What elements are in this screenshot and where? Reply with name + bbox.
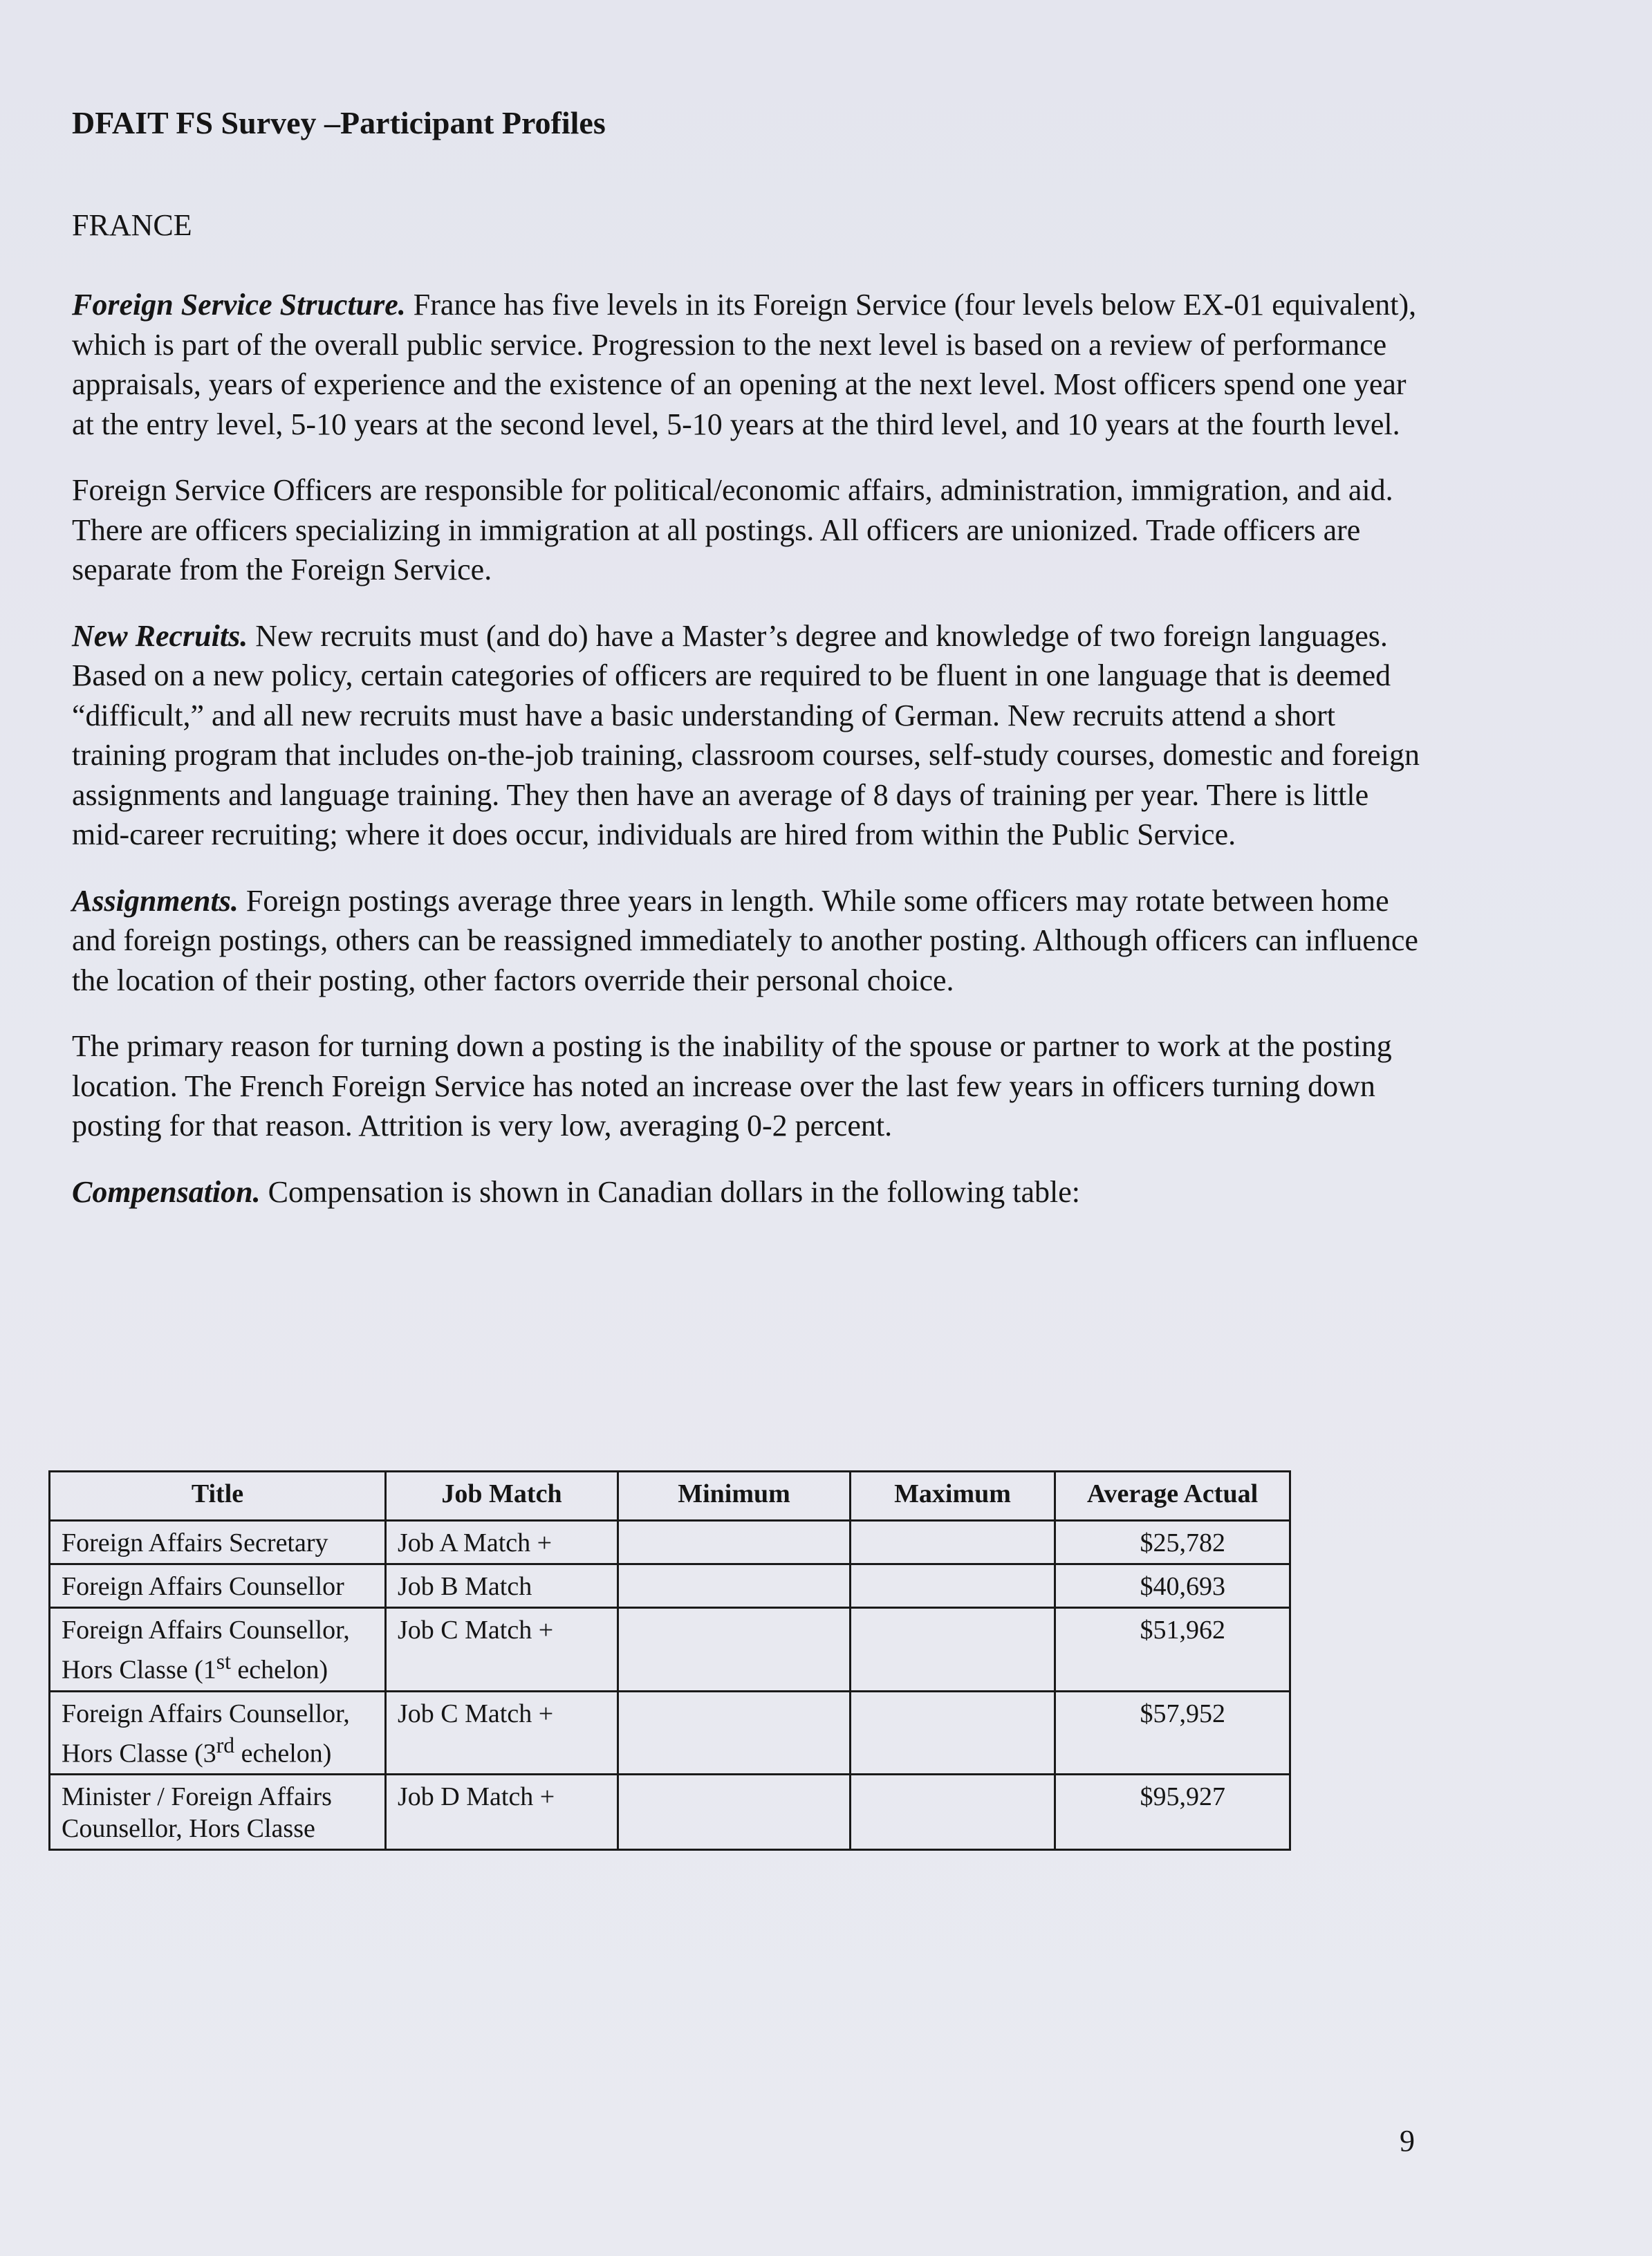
section-turning-down [72,1026,1427,1146]
header-maximum: Maximum [851,1472,1055,1521]
cell-minimum [618,1564,851,1608]
cell-job-match: Job D Match + [386,1775,618,1850]
section-officers [72,470,1427,590]
cell-title [50,1521,386,1564]
header-title: Title [50,1472,386,1521]
table-row [50,1564,1290,1608]
section-assignments [72,881,1427,1001]
cell-job-match: Job A Match + [386,1521,618,1564]
section-compensation [72,1172,1427,1212]
cell-maximum [851,1564,1055,1608]
cell-average-actual: $95,927 [1055,1775,1290,1850]
title-text: Minister / Foreign Affairs Counsellor, Hors Classe [62,1782,332,1844]
cell-maximum [851,1521,1055,1564]
country-heading: FRANCE [72,208,192,242]
cell-average-actual: $40,693 [1055,1564,1290,1608]
cell-title [50,1775,386,1850]
header-job-match: Job Match [386,1472,618,1521]
compensation-table [48,1470,1291,1851]
section-text: New recruits must (and do) have a Master’s degree and knowledge of two foreign languages. Based on a new policy, certain categories of officers are required to be fluent in one language that is deemed “difficult,” and all new recruits must have a basic understanding of German. New recruits attend a short training program that includes on-the-job training, classroom courses, self-study courses, domestic and foreign assignments and language training. They then have an average of 8 days of training per year. There is little mid-career recruiting; where it does occur, individuals are hired from within the Public Service. [72,618,1420,851]
page-content [72,104,1427,1238]
section-text: France has five levels in its Foreign Service (four levels below EX-01 equivalent), which is part of the overall public service. Progression to the next level is based on a review of performance appraisals, years of experience and the existence of an opening at the next level. Most officers spend one year at the entry level, 5-10 years at the second level, 5-10 years at the third level, and 10 years at the fourth level. [72,288,1417,441]
cell-average-actual: $25,782 [1055,1521,1290,1564]
section-lead: New Recruits. [72,618,248,653]
cell-maximum [851,1608,1055,1692]
header-minimum: Minimum [618,1472,851,1521]
table-header-row [50,1472,1290,1521]
page-title: DFAIT FS Survey –Participant Profiles [72,105,606,140]
section-lead: Compensation. [72,1174,261,1209]
ordinal-suffix: st [216,1649,231,1674]
cell-title [50,1608,386,1692]
cell-maximum [851,1691,1055,1775]
table-row [50,1608,1290,1692]
section-lead: Foreign Service Structure. [72,288,406,322]
page-number: 9 [1400,2124,1415,2158]
title-text: Foreign Affairs Counsellor, Hors Classe (3 [62,1699,350,1768]
cell-job-match: Job B Match [386,1564,618,1608]
section-text: Compensation is shown in Canadian dollars in the following table: [260,1174,1081,1209]
cell-job-match: Job C Match + [386,1691,618,1775]
cell-title [50,1691,386,1775]
title-text-after: echelon) [230,1655,328,1685]
cell-minimum [618,1608,851,1692]
table-row [50,1691,1290,1775]
cell-job-match: Job C Match + [386,1608,618,1692]
table-row [50,1775,1290,1850]
cell-maximum [851,1775,1055,1850]
ordinal-suffix: rd [216,1732,235,1757]
section-new-recruits [72,616,1427,855]
cell-title [50,1564,386,1608]
cell-average-actual: $57,952 [1055,1691,1290,1775]
title-text: Foreign Affairs Counsellor [62,1572,344,1601]
section-text: Foreign postings average three years in length. While some officers may rotate between home and foreign postings, others can be reassigned immediately to another posting. Although officers can influence the location of their posting, other factors override their personal choice. [72,883,1418,997]
table-row [50,1521,1290,1564]
title-text: Foreign Affairs Counsellor, Hors Classe (1 [62,1616,350,1685]
section-structure [72,285,1427,444]
cell-minimum [618,1691,851,1775]
cell-minimum [618,1775,851,1850]
section-text: Foreign Service Officers are responsible for political/economic affairs, administration, immigration, and aid. There are officers specializing in immigration at all postings. All officers are unionized. Trade officers are separate from the Foreign Service. [72,473,1393,586]
header-average-actual: Average Actual [1055,1472,1290,1521]
section-text: The primary reason for turning down a posting is the inability of the spouse or partner to work at the posting location. The French Foreign Service has noted an increase over the last few years in officers turning down posting for that reason. Attrition is very low, averaging 0-2 percent. [72,1029,1392,1143]
cell-average-actual: $51,962 [1055,1608,1290,1692]
title-text-after: echelon) [234,1739,332,1768]
cell-minimum [618,1521,851,1564]
title-text: Foreign Affairs Secretary [62,1528,328,1557]
section-lead: Assignments. [72,883,239,918]
